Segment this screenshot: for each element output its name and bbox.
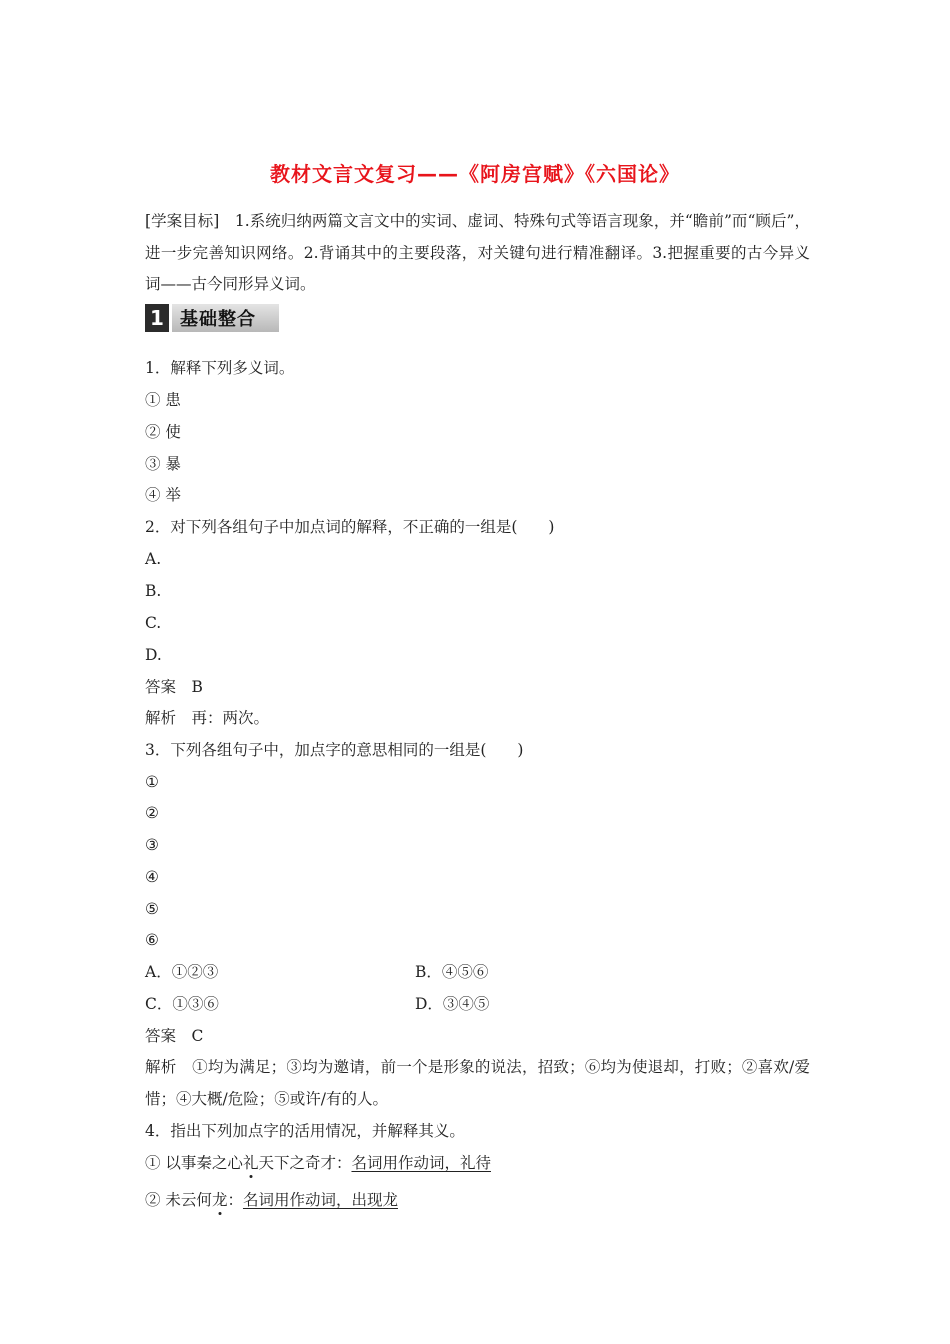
q4-item [145,1189,398,1211]
q4-answer: 名词用作动词，礼待 [351,1154,491,1172]
q4-stem: 4．指出下列加点字的活用情况，并解释其义。 [145,1122,465,1140]
q3-stem: 3．下列各组句子中，加点字的意思相同的一组是( ) [145,741,524,759]
q3-item: ② [145,804,159,822]
q3-option: D．③④⑤ [415,995,490,1013]
q3-item: ⑤ [145,900,159,918]
q1-item: ② 使 [145,423,181,441]
q3-item: ③ [145,836,159,854]
q1-stem: 1．解释下列多义词。 [145,359,295,377]
q2-analysis: 解析 再：两次。 [145,709,270,727]
page-title: 教材文言文复习——《阿房宫赋》《六国论》 [270,162,680,186]
q3-item: ① [145,773,159,791]
q2-stem: 2．对下列各组句子中加点词的解释，不正确的一组是( ) [145,518,555,536]
dotted-character: 礼 [242,1154,259,1172]
q1-item: ④ 举 [145,486,181,504]
section-label: 基础整合 [172,304,279,332]
learning-objectives: [学案目标] 1.系统归纳两篇文言文中的实词、虚词、特殊句式等语言现象，并“瞻前”而“顾后”，进一步完善知识网络。2.背诵其中的主要段落，对关键句进行精准翻译。3.把握重要的古今异义词——古今同形异义词。 [145,212,810,293]
q3-option: C．①③⑥ [145,995,219,1013]
q1-item: ③ 暴 [145,455,181,473]
q1-item: ① 患 [145,391,181,409]
q4-item-text: ： [227,1191,243,1209]
section-header [145,304,279,332]
q3-options-row [145,993,490,1015]
q4-item [145,1152,491,1174]
q2-option: D. [145,646,162,664]
q4-item-text: ② 未云何 [145,1191,212,1209]
q2-option: A. [145,550,162,568]
q3-answer: 答案 C [145,1027,204,1045]
q4-item-text: ① 以事秦之心 [145,1154,243,1172]
q2-answer: 答案 B [145,678,203,696]
dotted-character: 龙 [211,1191,228,1209]
q3-options-row [145,961,489,983]
q4-item-text: 天下之奇才： [258,1154,352,1172]
q4-answer: 名词用作动词，出现龙 [242,1191,398,1209]
q3-option: B．④⑤⑥ [415,963,489,981]
section-number: 1 [145,304,169,332]
q2-option: C. [145,614,162,632]
q3-item: ⑥ [145,931,159,949]
q3-analysis: 解析 ①均为满足；③均为邀请，前一个是形象的说法，招致；⑥均为使退却，打败；②喜欢/爱惜；④大概/危险；⑤或许/有的人。 [145,1058,810,1108]
q2-option: B. [145,582,162,600]
q3-item: ④ [145,868,159,886]
q3-option: A．①②③ [145,963,219,981]
